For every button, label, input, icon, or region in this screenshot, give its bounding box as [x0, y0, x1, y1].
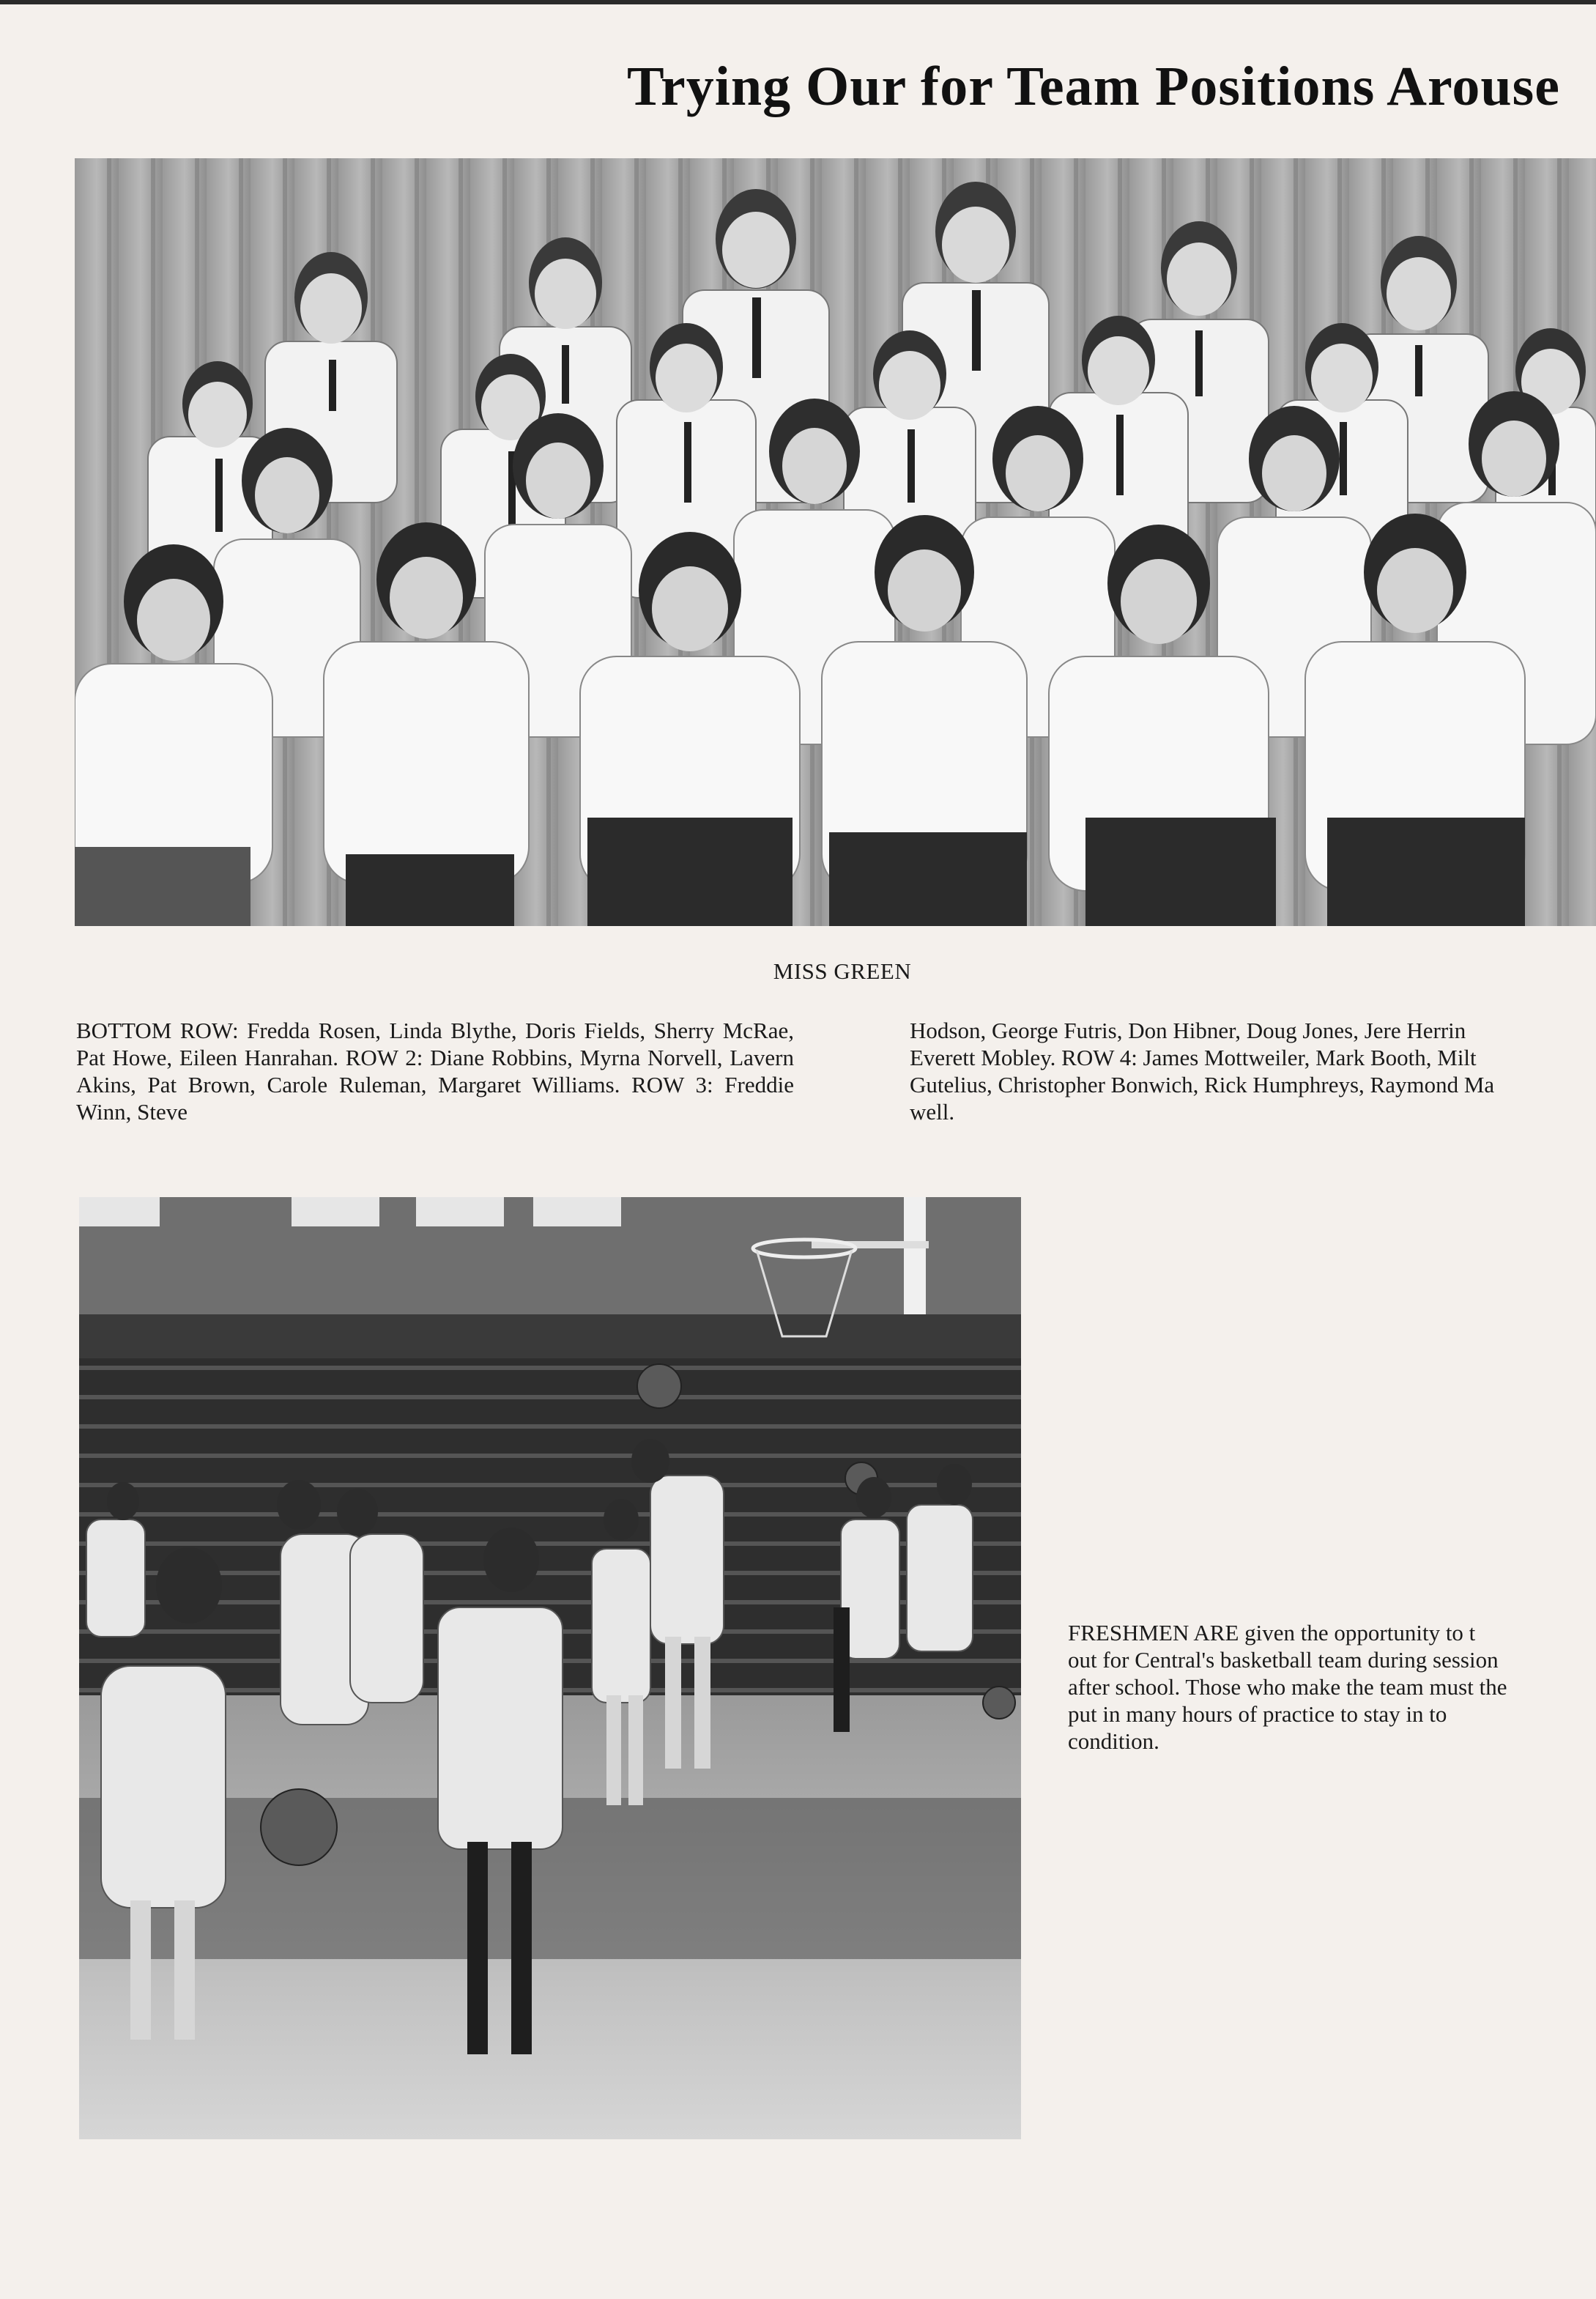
- group-caption-left: BOTTOM ROW: Fredda Rosen, Linda Blythe, Doris Fields, Sherry McRae, Pat Howe, Eileen Hanrahan. ROW 2: Diane Robbins, Myrna Norvell, Lavern Akins, Pat Brown, Carole Ruleman, Margaret Williams. ROW 3: Freddie Winn, Steve: [76, 1018, 794, 1125]
- caption-line: Gutelius, Christopher Bonwich, Rick Humphreys, Raymond Ma: [910, 1072, 1495, 1097]
- caption-line: FRESHMEN ARE given the opportunity to t: [1068, 1620, 1476, 1645]
- basketball-photo: [79, 1197, 1021, 2139]
- group-caption-right: [910, 1017, 1596, 1125]
- caption-line: well.: [910, 1099, 955, 1125]
- page-title: Trying Our for Team Positions Arouse: [627, 56, 1560, 117]
- caption-line: after school. Those who make the team must the: [1068, 1674, 1507, 1700]
- top-border: [0, 0, 1596, 4]
- photo-label: MISS GREEN: [773, 958, 912, 984]
- caption-line: out for Central's basketball team during session: [1068, 1647, 1499, 1673]
- caption-line: condition.: [1068, 1728, 1159, 1754]
- caption-line: put in many hours of practice to stay in to: [1068, 1701, 1447, 1727]
- caption-line: Everett Mobley. ROW 4: James Mottweiler, Mark Booth, Milt: [910, 1045, 1477, 1070]
- caption-line: Hodson, George Futris, Don Hibner, Doug Jones, Jere Herrin: [910, 1018, 1466, 1043]
- group-photo: [75, 158, 1596, 926]
- basketball-caption: [1068, 1619, 1596, 1755]
